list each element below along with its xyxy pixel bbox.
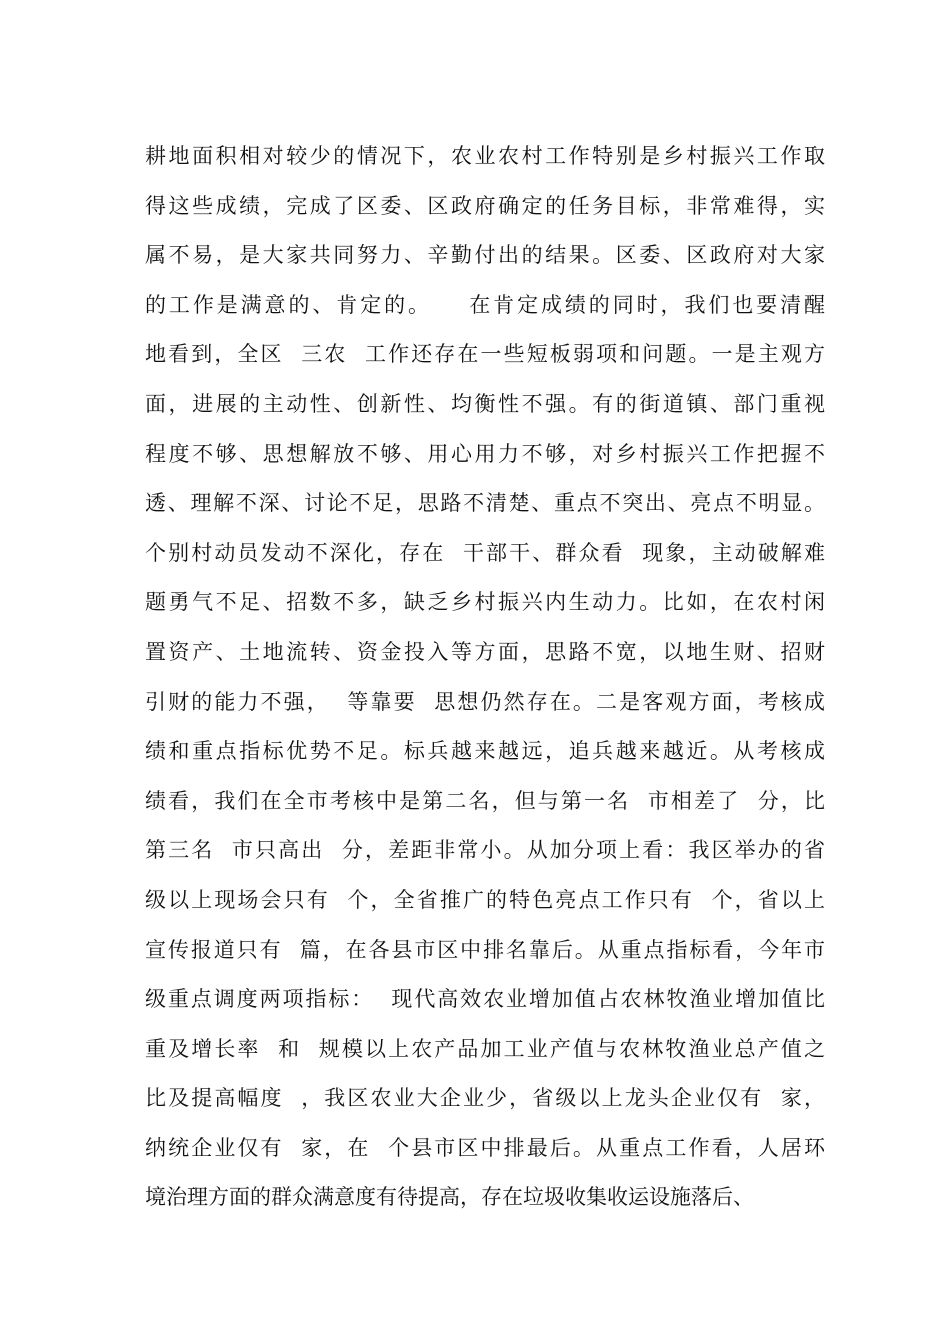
text-line: 境治理方面的群众满意度有待提高，存在垃圾收集收运设施落后、 bbox=[145, 1185, 754, 1210]
text-line: 置资产、土地流转、资金投入等方面，思路不宽，以地生财、招财 bbox=[145, 639, 825, 664]
body-text bbox=[145, 132, 825, 1223]
text-line: 级重点调度两项指标： 现代高效农业增加值占农林牧渔业增加值比 bbox=[145, 987, 825, 1012]
text-line: 面，进展的主动性、创新性、均衡性不强。有的街道镇、部门重视 bbox=[145, 391, 825, 416]
text-line: 耕地面积相对较少的情况下，农业农村工作特别是乡村振兴工作取 bbox=[145, 144, 825, 168]
text-line: 第三名 市只高出 分，差距非常小。从加分项上看：我区举办的省 bbox=[145, 838, 825, 863]
text-line: 的工作是满意的、肯定的。 在肯定成绩的同时，我们也要清醒 bbox=[145, 292, 825, 317]
text-line: 地看到，全区 三农 工作还存在一些短板弱项和问题。一是主观方 bbox=[145, 342, 825, 367]
text-line: 个别村动员发动不深化，存在 干部干、群众看 现象，主动破解难 bbox=[145, 540, 825, 565]
text-line: 题勇气不足、招数不多，缺乏乡村振兴内生动力。比如，在农村闲 bbox=[145, 590, 825, 615]
text-line: 程度不够、思想解放不够、用心用力不够，对乡村振兴工作把握不 bbox=[145, 441, 825, 466]
text-line: 绩看，我们在全市考核中是第二名，但与第一名 市相差了 分，比 bbox=[145, 788, 825, 813]
text-line: 纳统企业仅有 家，在 个县市区中排最后。从重点工作看，人居环 bbox=[145, 1135, 825, 1160]
text-line: 属不易，是大家共同努力、辛勤付出的结果。区委、区政府对大家 bbox=[145, 243, 825, 268]
text-line: 得这些成绩，完成了区委、区政府确定的任务目标，非常难得，实 bbox=[145, 193, 825, 218]
text-line: 绩和重点指标优势不足。标兵越来越远，追兵越来越近。从考核成 bbox=[145, 739, 825, 764]
text-line: 引财的能力不强， 等靠要 思想仍然存在。二是客观方面，考核成 bbox=[145, 689, 825, 714]
text-line: 宣传报道只有 篇，在各县市区中排名靠后。从重点指标看，今年市 bbox=[145, 937, 825, 962]
text-line: 透、理解不深、讨论不足，思路不清楚、重点不突出、亮点不明显。 bbox=[145, 491, 825, 516]
text-line: 比及提高幅度 ，我区农业大企业少，省级以上龙头企业仅有 家， bbox=[145, 1086, 825, 1111]
text-line: 重及增长率 和 规模以上农产品加工业产值与农林牧渔业总产值之 bbox=[145, 1036, 825, 1061]
text-line: 级以上现场会只有 个，全省推广的特色亮点工作只有 个，省以上 bbox=[145, 887, 825, 912]
